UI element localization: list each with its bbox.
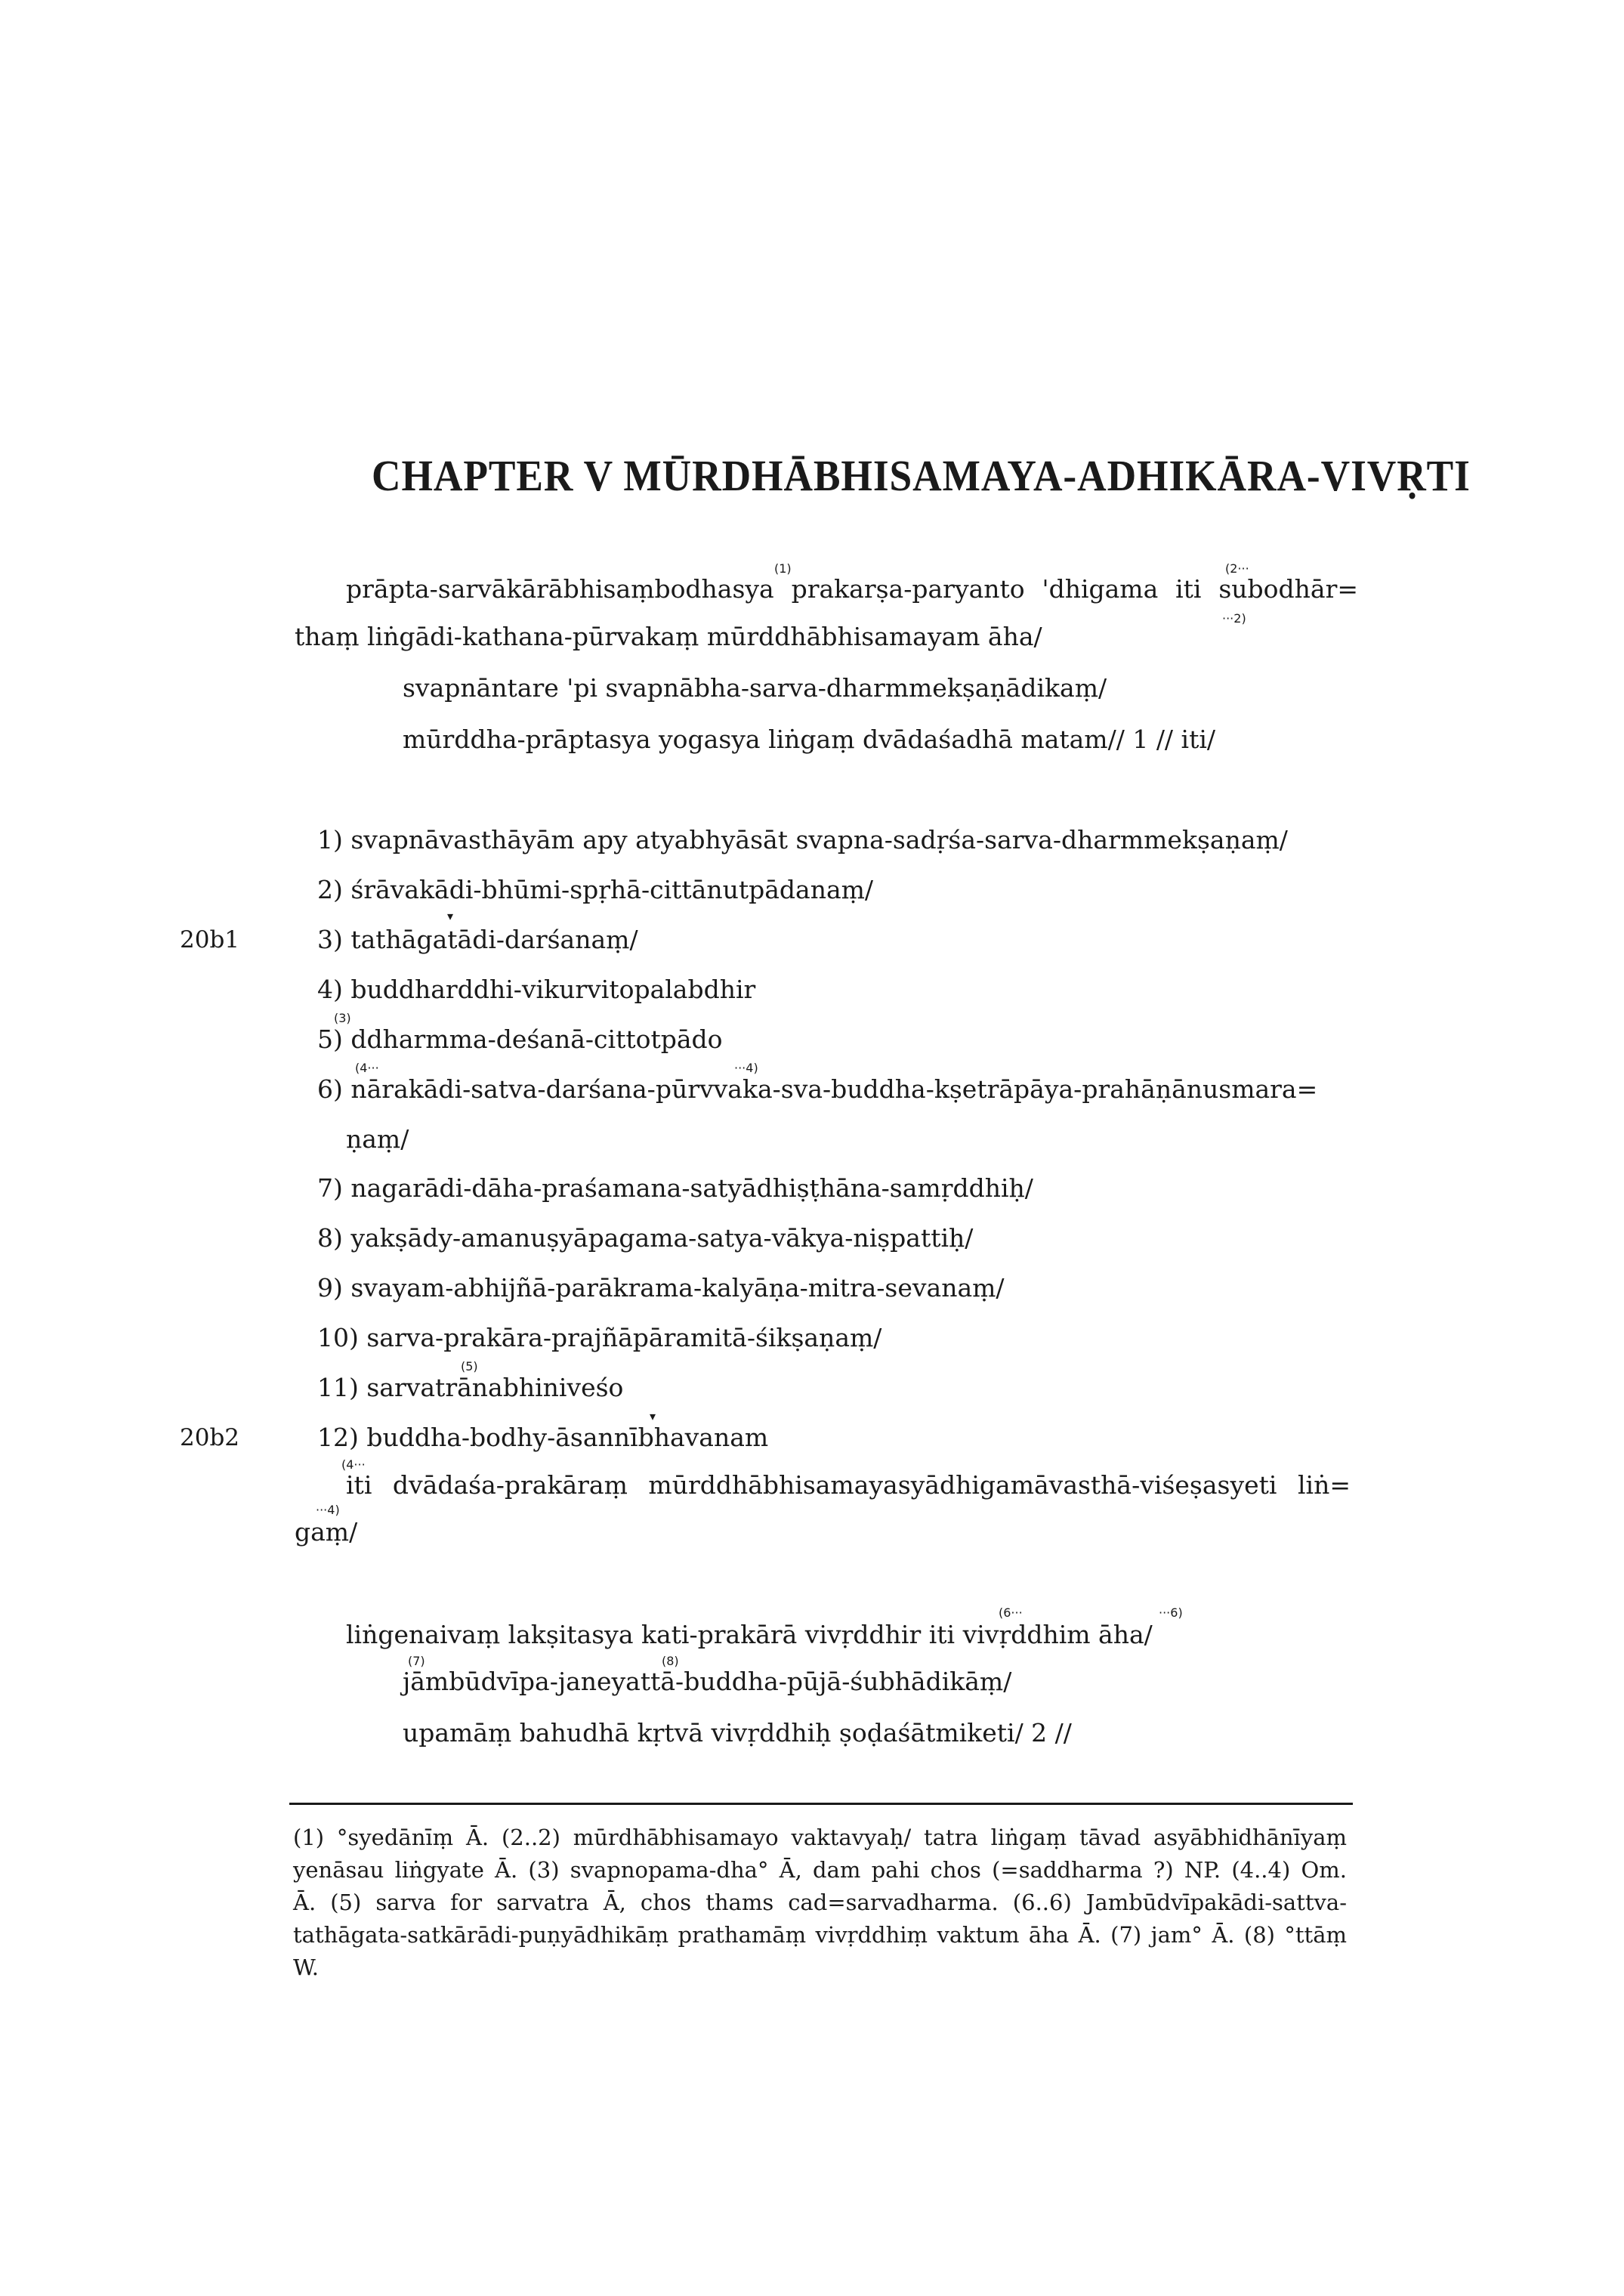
intro-line-1: prāpta-sarvākārābhisaṃbodhasya prakarṣa-paryanto 'dhigama iti subodhār= <box>346 574 1358 604</box>
list-item: 8) yakṣādy-amanuṣyāpagama-satya-vākya-niṣpattiḥ/ <box>317 1223 974 1253</box>
footnote-marker: (4··· <box>341 1457 366 1472</box>
list-item: 11) sarvatrānabhiniveśo <box>317 1373 624 1402</box>
footnote-marker: (7) <box>408 1654 425 1668</box>
footnote-marker: (4··· <box>355 1061 379 1075</box>
footnote-marker: ···6) <box>1159 1605 1183 1620</box>
footnote-line: Ā. (5) sarva for sarvatra Ā, chos thams cad=sarvadharma. (6..6) Jambūdvīpakādi-sattva- <box>293 1890 1347 1915</box>
footnote-marker: ···2) <box>1222 611 1246 626</box>
footnote-line: yenāsau liṅgyate Ā. (3) svapnopama-dha° Ā, dam pahi chos (=saddharma ?) NP. (4..4) Om. <box>293 1857 1347 1883</box>
footnote-marker: (2··· <box>1225 561 1249 576</box>
intro2-line: liṅgenaivaṃ lakṣitasya kati-prakārā vivṛddhir iti vivṛddhim āha/ <box>346 1620 1153 1649</box>
footnote-marker: (3) <box>334 1011 351 1025</box>
break-marker: ▾ <box>447 909 454 923</box>
conclusion-line-1: iti dvādaśa-prakāraṃ mūrddhābhisamayasyādhigamāvasthā-viśeṣasyeti liṅ= <box>346 1470 1351 1500</box>
list-item: 4) buddharddhi-vikurvitopalabdhir <box>317 975 756 1004</box>
verse2-line-2: upamāṃ bahudhā kṛtvā vivṛddhiḥ ṣoḍaśātmiketi/ 2 // <box>403 1718 1072 1747</box>
list-item: 3) tathāgatādi-darśanaṃ/ <box>317 925 638 954</box>
list-item: 7) nagarādi-dāha-praśamana-satyādhiṣṭhāna-samṛddhiḥ/ <box>317 1173 1033 1203</box>
list-item: 2) śrāvakādi-bhūmi-spṛhā-cittānutpādanaṃ/ <box>317 875 874 904</box>
footnote-marker: (6··· <box>999 1605 1023 1620</box>
list-item: ṇaṃ/ <box>346 1124 409 1154</box>
list-item: 5) ddharmma-deśanā-cittotpādo <box>317 1024 723 1054</box>
footnote-marker: (5) <box>461 1359 478 1374</box>
footnote-line: (1) °syedānīṃ Ā. (2..2) mūrdhābhisamayo vaktavyaḥ/ tatra liṅgaṃ tāvad asyābhidhānīyaṃ <box>293 1825 1347 1850</box>
page-title: CHAPTER V MŪRDHĀBHISAMAYA-ADHIKĀRA-VIVṚTI <box>372 451 1471 500</box>
break-marker: ▾ <box>650 1409 656 1423</box>
footnote-line: tathāgata-satkārādi-puṇyādhikāṃ prathamāṃ vivṛddhiṃ vaktum āha Ā. (7) jam° Ā. (8) °ttāṃ <box>293 1922 1347 1948</box>
list-item: 1) svapnāvasthāyām apy atyabhyāsāt svapna-sadṛśa-sarva-dharmmekṣaṇaṃ/ <box>317 825 1288 854</box>
footnote-divider <box>289 1803 1353 1805</box>
footnote-marker: ···4) <box>734 1061 758 1075</box>
intro-line-2: thaṃ liṅgādi-kathana-pūrvakaṃ mūrddhābhisamayam āha/ <box>295 622 1042 651</box>
verse1-line-1: svapnāntare 'pi svapnābha-sarva-dharmmekṣaṇādikaṃ/ <box>403 673 1107 703</box>
margin-folio: 20b1 <box>180 926 240 953</box>
footnote-marker: (1) <box>774 561 792 576</box>
list-item: 9) svayam-abhijñā-parākrama-kalyāṇa-mitra-sevanaṃ/ <box>317 1273 1005 1303</box>
list-item: 6) nārakādi-satva-darśana-pūrvvaka-sva-buddha-kṣetrāpāya-prahāṇānusmara= <box>317 1074 1318 1104</box>
verse2-line-1: jāmbūdvīpa-janeyattā-buddha-pūjā-śubhādikāṃ/ <box>403 1667 1012 1696</box>
list-item: 12) buddha-bodhy-āsannībhavanam <box>317 1423 769 1452</box>
list-item: 10) sarva-prakāra-prajñāpāramitā-śikṣaṇaṃ/ <box>317 1323 882 1352</box>
margin-folio: 20b2 <box>180 1424 240 1451</box>
footnote-marker: (8) <box>662 1654 679 1668</box>
conclusion-line-2: gaṃ/ <box>295 1517 358 1547</box>
verse1-line-2: mūrddha-prāptasya yogasya liṅgaṃ dvādaśadhā matam// 1 // iti/ <box>403 725 1216 754</box>
footnote-marker: ···4) <box>316 1503 340 1517</box>
footnote-line: W. <box>293 1955 319 1980</box>
